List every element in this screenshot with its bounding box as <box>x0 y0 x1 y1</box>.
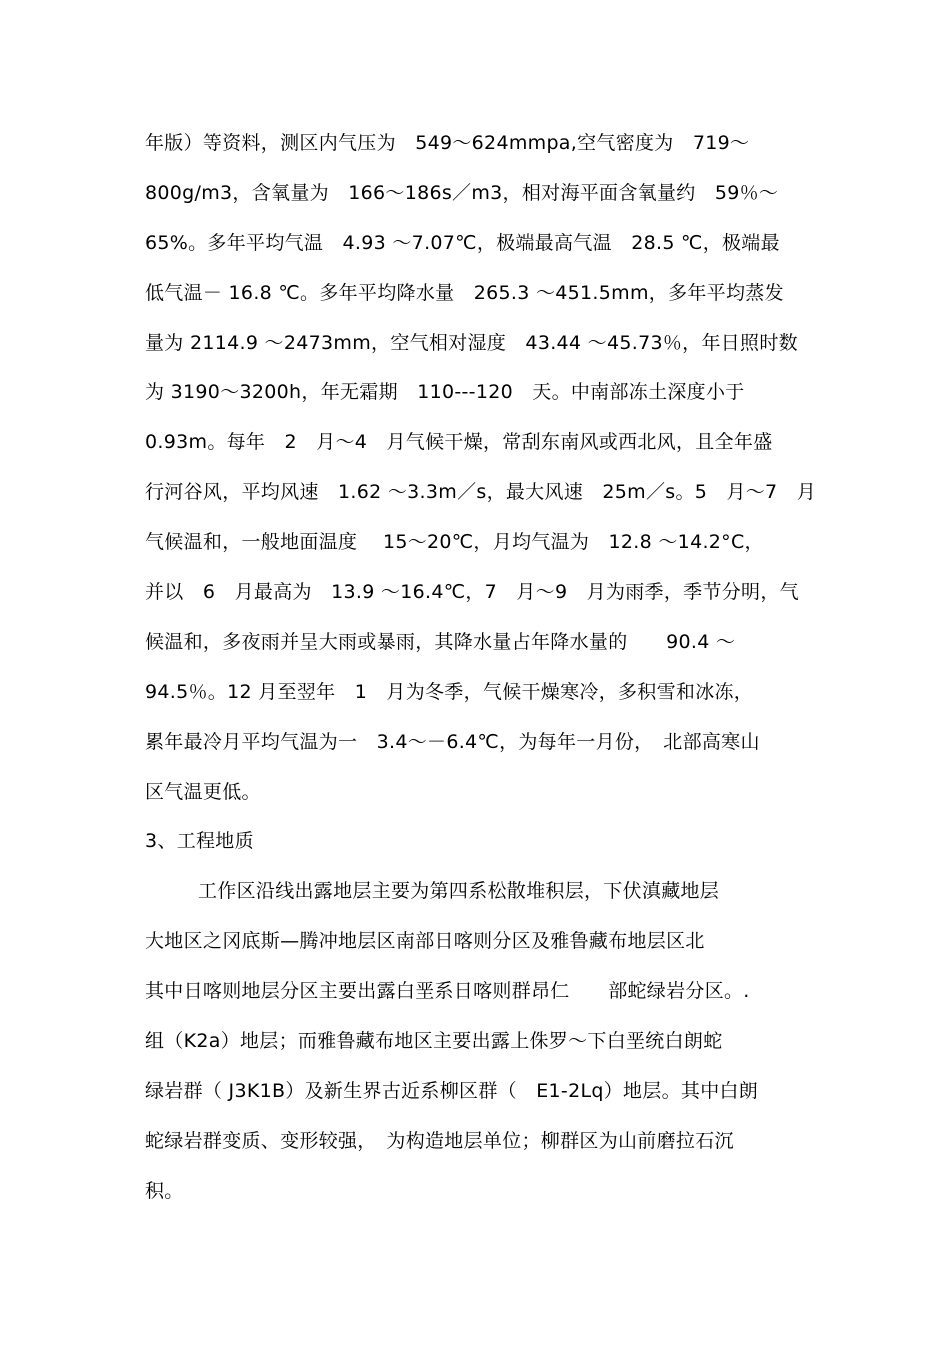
paragraph-line: 量为 2114.9 ～2473mm，空气相对湿度 43.44 ～45.73％，年日照时数 <box>145 332 798 354</box>
paragraph-line: 其中日喀则地层分区主要出露白垩系日喀则群昂仁 部蛇绿岩分区。. <box>145 980 750 1002</box>
paragraph-line: 积。 <box>145 1180 184 1202</box>
paragraph-line: 65%。多年平均气温 4.93 ～7.07℃，极端最高气温 28.5 ℃，极端最 <box>145 232 780 254</box>
paragraph-line: 绿岩群（ J3K1B）及新生界古近系柳区群（ E1-2Lq）地层。其中白朗 <box>145 1080 759 1102</box>
paragraph-line: 区气温更低。 <box>145 781 261 803</box>
paragraph-line: 并以 6 月最高为 13.9 ～16.4℃，7 月～9 月为雨季，季节分明，气 <box>145 581 799 603</box>
paragraph-line: 气候温和，一般地面温度 15～20℃，月均气温为 12.8 ～14.2°C， <box>145 531 764 553</box>
paragraph-line: 0.93m。每年 2 月～4 月气候干燥，常刮东南风或西北风，且全年盛 <box>145 431 773 453</box>
paragraph-line: 累年最冷月平均气温为一 3.4～－6.4℃，为每年一月份， 北部高寒山 <box>145 731 760 753</box>
paragraph-line: 工作区沿线出露地层主要为第四系松散堆积层，下伏滇藏地层 <box>198 880 720 902</box>
section-heading: 3、工程地质 <box>145 830 254 852</box>
paragraph-line: 为 3190～3200h，年无霜期 110---120 天。中南部冻土深度小于 <box>145 381 745 403</box>
paragraph-line: 800g/m3，含氧量为 166～186s／m3，相对海平面含氧量约 59％～ <box>145 182 779 204</box>
paragraph-line: 94.5％。12 月至翌年 1 月为冬季，气候干燥寒冷，多积雪和冰冻， <box>145 681 754 703</box>
paragraph-line: 蛇绿岩群变质、变形较强， 为构造地层单位；柳群区为山前磨拉石沉 <box>145 1130 734 1152</box>
paragraph-line: 低气温－ 16.8 ℃。多年平均降水量 265.3 ～451.5mm，多年平均蒸发 <box>145 282 784 304</box>
paragraph-line: 年版）等资料，测区内气压为 549～624mmpa,空气密度为 719～ <box>145 132 750 154</box>
paragraph-line: 行河谷风，平均风速 1.62 ～3.3m／s，最大风速 25m／s。5 月～7 月 <box>145 481 817 503</box>
paragraph-line: 组（K2a）地层；而雅鲁藏布地区主要出露上侏罗～下白垩统白朗蛇 <box>145 1030 723 1052</box>
paragraph-line: 候温和，多夜雨并呈大雨或暴雨，其降水量占年降水量的 90.4 ～ <box>145 631 736 653</box>
paragraph-line: 大地区之冈底斯—腾冲地层区南部日喀则分区及雅鲁藏布地层区北 <box>145 930 705 952</box>
